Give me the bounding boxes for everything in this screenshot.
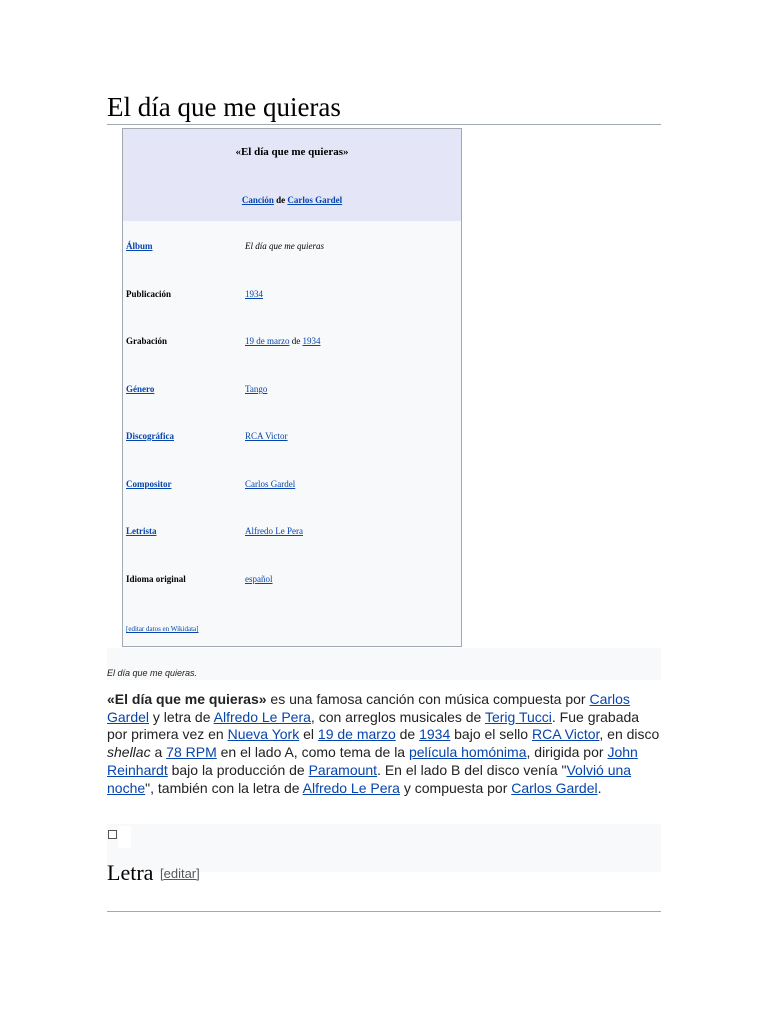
infobox-label-compositor[interactable]: Compositor: [126, 479, 172, 489]
link-carlos-gardel[interactable]: Carlos Gardel: [107, 691, 630, 725]
para-text: bajo la producción de: [167, 761, 309, 778]
infobox-value-grabacion: [245, 336, 320, 346]
edit-wikidata-link[interactable]: [editar datos en Wikidata]: [126, 625, 199, 633]
infobox-subtitle-song-link[interactable]: Canción: [241, 195, 274, 205]
section-edit-link[interactable]: [editar]: [160, 866, 200, 881]
section-title: Letra: [107, 860, 154, 885]
infobox-row-publicacion: [123, 289, 461, 309]
page-title: El día que me quieras: [107, 92, 661, 125]
para-text: de: [395, 726, 420, 743]
infobox-row-album: [123, 241, 461, 261]
infobox-row-compositor: [123, 479, 461, 499]
song-title-bold: «El día que me quieras»: [107, 691, 267, 707]
infobox-label-discografica[interactable]: Discográfica: [126, 431, 174, 441]
link-terig-tucci[interactable]: Terig Tucci: [484, 708, 552, 725]
infobox-row-grabacion: [123, 336, 461, 356]
infobox-subtitle-artist-link[interactable]: Carlos Gardel: [287, 195, 343, 205]
link-pelicula-homonima[interactable]: película homónima: [408, 744, 527, 761]
infobox-value-publicacion[interactable]: 1934: [245, 289, 263, 299]
image-caption: El día que me quieras.: [107, 668, 198, 678]
infobox-label-album[interactable]: Álbum: [126, 241, 153, 251]
link-nueva-york[interactable]: Nueva York: [227, 726, 300, 743]
infobox-label-grabacion: Grabación: [126, 336, 168, 346]
infobox-value-compositor[interactable]: Carlos Gardel: [245, 479, 296, 489]
infobox-grabacion-year-link[interactable]: 1934: [302, 336, 321, 346]
para-text: . En el lado B del disco venía ": [377, 761, 567, 778]
para-text: , con arreglos musicales de: [310, 708, 485, 725]
link-19-de-marzo[interactable]: 19 de marzo: [317, 726, 396, 743]
link-volvio-una-noche[interactable]: Volvió una noche: [107, 761, 632, 796]
para-text: en el lado A, como tema de la: [216, 744, 409, 761]
link-carlos-gardel-2[interactable]: Carlos Gardel: [511, 779, 598, 796]
link-1934[interactable]: 1934: [419, 726, 451, 743]
infobox-label-publicacion: Publicación: [126, 289, 172, 299]
infobox-value-album: El día que me quieras: [245, 241, 324, 251]
infobox-row-genero: [123, 384, 461, 404]
para-text: . Fue grabada por primera vez en: [107, 708, 640, 743]
shellac-italic: shellac: [107, 744, 151, 761]
para-text: y letra de: [149, 708, 214, 725]
infobox-subtitle: [123, 195, 461, 205]
infobox-row-discografica: [123, 431, 461, 451]
infobox-grabacion-date-link[interactable]: 19 de marzo: [245, 336, 290, 346]
infobox-value-genero[interactable]: Tango: [245, 384, 268, 394]
infobox-label-idioma: Idioma original: [126, 574, 186, 584]
infobox-header: [123, 129, 461, 221]
link-alfredo-le-pera[interactable]: Alfredo Le Pera: [213, 708, 311, 725]
para-text: bajo el sello: [450, 726, 532, 743]
para-text: el: [299, 726, 318, 743]
para-text: .: [597, 779, 602, 796]
infobox-value-idioma[interactable]: español: [245, 574, 273, 584]
checkbox-mask: [118, 826, 131, 848]
section-heading: [107, 860, 661, 912]
para-text: , en disco: [599, 726, 660, 743]
para-text: a: [150, 744, 167, 761]
infobox-label-letrista[interactable]: Letrista: [126, 526, 157, 536]
infobox-grabacion-sep: de: [289, 336, 303, 346]
para-text: es una famosa canción con música compuesta por: [266, 691, 590, 707]
infobox-row-idioma: [123, 574, 461, 594]
para-text: , dirigida por: [526, 744, 608, 761]
para-text: y compuesta por: [399, 779, 512, 796]
link-78-rpm[interactable]: 78 RPM: [166, 744, 217, 761]
para-text: ", también con la letra de: [145, 779, 303, 796]
infobox-label-genero[interactable]: Género: [126, 384, 155, 394]
link-rca-victor[interactable]: RCA Victor: [531, 726, 600, 743]
infobox: [122, 128, 462, 647]
infobox-title: «El día que me quieras»: [235, 146, 349, 158]
intro-paragraph: [107, 691, 663, 797]
infobox-subtitle-text: de: [273, 195, 288, 205]
link-paramount[interactable]: Paramount: [308, 761, 378, 778]
infobox-value-discografica[interactable]: RCA Victor: [245, 431, 288, 441]
checkbox-icon[interactable]: [108, 830, 117, 839]
link-alfredo-le-pera-2[interactable]: Alfredo Le Pera: [302, 779, 400, 796]
link-john-reinhardt[interactable]: John Reinhardt: [107, 744, 638, 778]
infobox-value-letrista[interactable]: Alfredo Le Pera: [245, 526, 303, 536]
infobox-row-letrista: [123, 526, 461, 546]
